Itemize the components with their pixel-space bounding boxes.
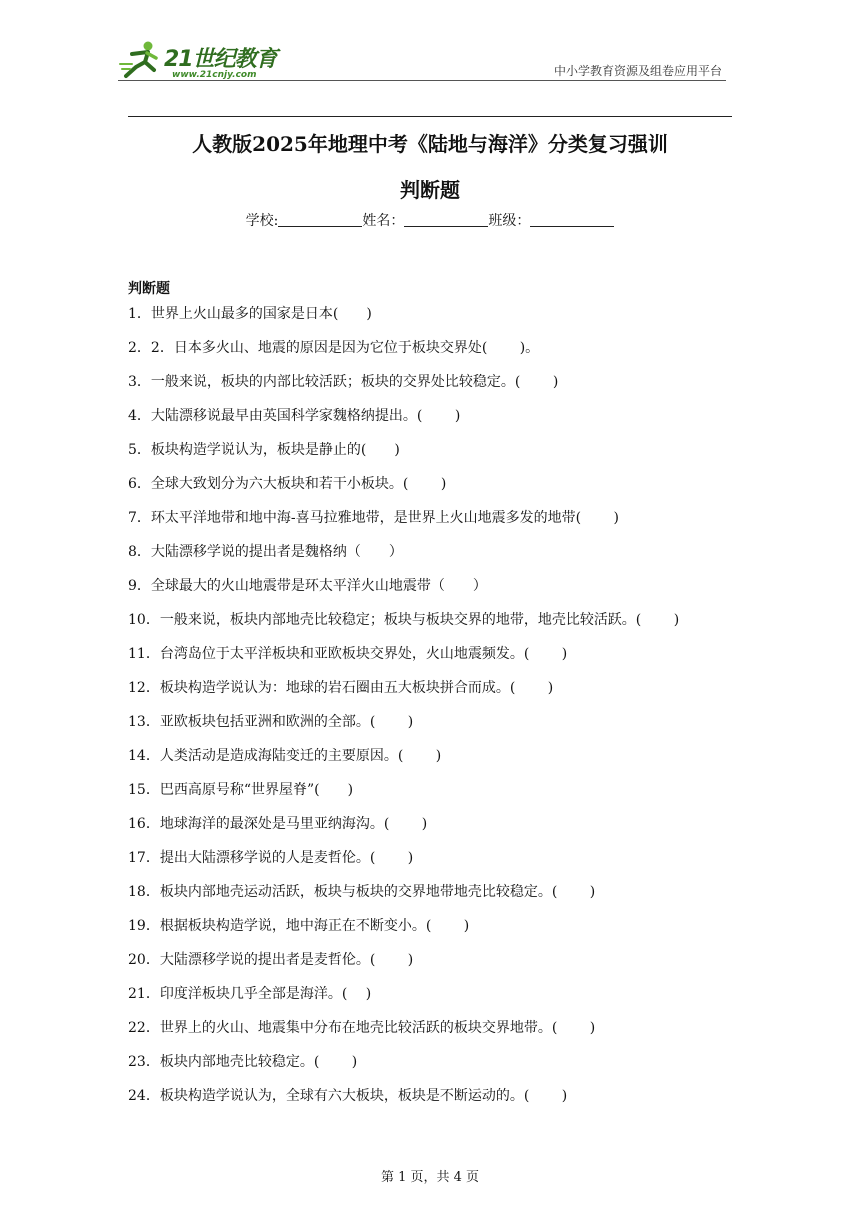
- question-item: 7．环太平洋地带和地中海-喜马拉雅地带，是世界上火山地震多发的地带( ): [128, 510, 620, 526]
- question-item: 3．一般来说，板块的内部比较活跃；板块的交界处比较稳定。( ): [128, 374, 559, 390]
- question-item: 12．板块构造学说认为：地球的岩石圈由五大板块拼合而成。( ): [128, 680, 554, 696]
- document-title: 人教版2025年地理中考《陆地与海洋》分类复习强训: [192, 132, 668, 156]
- student-info-line: [0, 210, 860, 230]
- document-subtitle: 判断题: [400, 178, 460, 202]
- site-logo: [118, 40, 288, 82]
- page-header: [118, 36, 726, 82]
- question-item: 23．板块内部地壳比较稳定。( ): [128, 1054, 358, 1070]
- name-blank: [404, 212, 488, 227]
- question-item: 9．全球最大的火山地震带是环太平洋火山地震带（ ）: [128, 578, 487, 594]
- question-item: 24．板块构造学说认为，全球有六大板块，板块是不断运动的。( ): [128, 1088, 568, 1104]
- question-item: 5．板块构造学说认为，板块是静止的( ): [128, 442, 400, 458]
- question-item: 17．提出大陆漂移学说的人是麦哲伦。( ): [128, 850, 414, 866]
- question-item: 21．印度洋板块几乎全部是海洋。( ): [128, 986, 372, 1002]
- question-item: 15．巴西高原号称“世界屋脊”( ): [128, 782, 354, 798]
- question-item: 4．大陆漂移说最早由英国科学家魏格纳提出。( ): [128, 408, 461, 424]
- logo-url: www.21cnjy.com: [172, 70, 257, 80]
- header-divider: [118, 80, 726, 81]
- school-blank: [278, 212, 362, 227]
- page-footer: 第 1 页，共 4 页: [380, 1170, 480, 1185]
- question-item: 14．人类活动是造成海陆变迁的主要原因。( ): [128, 748, 442, 764]
- question-item: 13．亚欧板块包括亚洲和欧洲的全部。( ): [128, 714, 414, 730]
- section-title: 判断题: [128, 281, 170, 297]
- question-item: 11．台湾岛位于太平洋板块和亚欧板块交界处，火山地震频发。( ): [128, 646, 568, 662]
- question-item: 18．板块内部地壳运动活跃，板块与板块的交界地带地壳比较稳定。( ): [128, 884, 596, 900]
- question-item: 19．根据板块构造学说，地中海正在不断变小。( ): [128, 918, 470, 934]
- name-label: 姓名：: [362, 213, 405, 229]
- logo-text: 21世纪教育: [164, 47, 277, 72]
- question-list: [128, 302, 732, 1118]
- question-item: 2．2．日本多火山、地震的原因是因为它位于板块交界处( )。: [128, 340, 540, 356]
- question-item: 10．一般来说，板块内部地壳比较稳定；板块与板块交界的地带，地壳比较活跃。( ): [128, 612, 680, 628]
- question-item: 8．大陆漂移学说的提出者是魏格纳（ ）: [128, 544, 403, 560]
- question-item: 20．大陆漂移学说的提出者是麦哲伦。( ): [128, 952, 414, 968]
- question-item: 6．全球大致划分为六大板块和若干小板块。( ): [128, 476, 447, 492]
- question-item: 16．地球海洋的最深处是马里亚纳海沟。( ): [128, 816, 428, 832]
- class-blank: [530, 212, 614, 227]
- platform-name: 中小学教育资源及组卷应用平台: [553, 64, 722, 78]
- question-item: 1．世界上火山最多的国家是日本( ): [128, 306, 372, 322]
- school-label: 学校:: [245, 213, 279, 229]
- runner-logo-icon: [118, 40, 162, 80]
- title-divider: [128, 116, 732, 117]
- class-label: 班级：: [488, 213, 531, 229]
- question-item: 22．世界上的火山、地震集中分布在地壳比较活跃的板块交界地带。( ): [128, 1020, 596, 1036]
